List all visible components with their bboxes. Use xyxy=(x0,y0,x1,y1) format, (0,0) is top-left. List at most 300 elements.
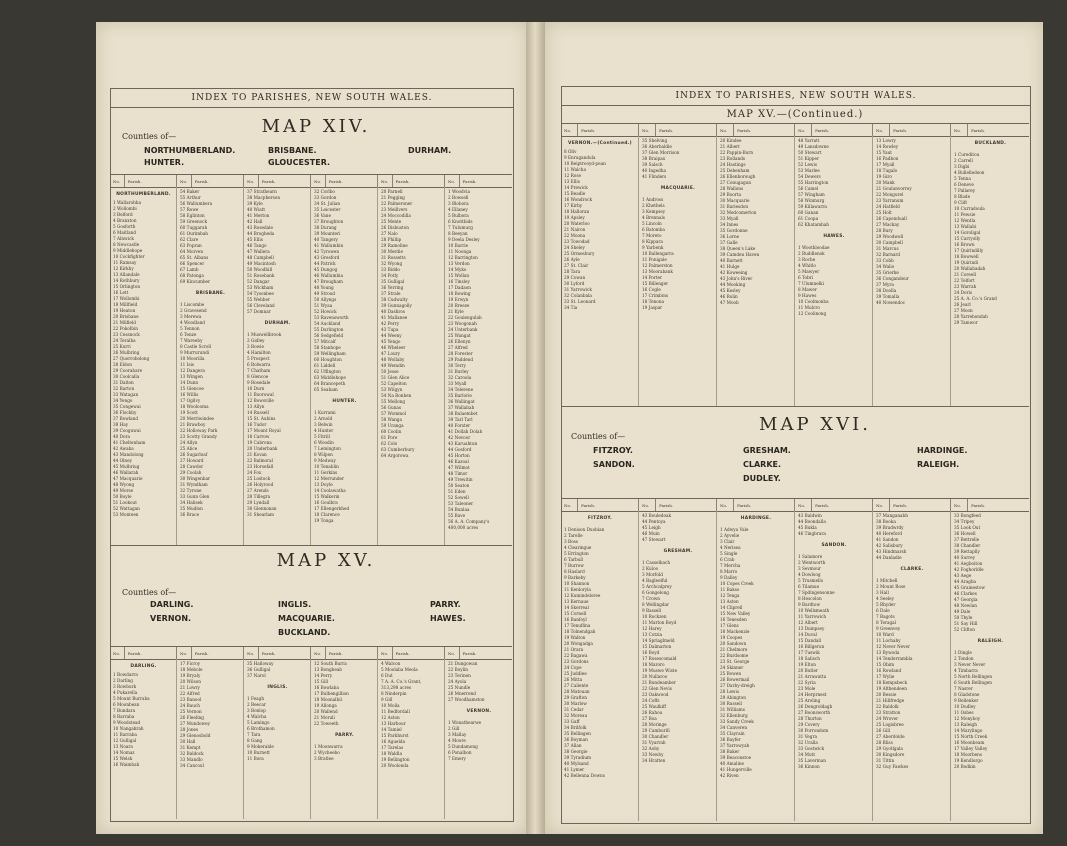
map-xv-column-headers xyxy=(110,646,512,660)
parish-entry: 19 Cabrona xyxy=(247,440,272,445)
column-header-parish: Parish. xyxy=(890,499,951,511)
parish-entry: 29 Gyotlgala xyxy=(876,746,903,751)
column-header-no: No. xyxy=(561,499,578,511)
parish-entry: 33 Myall xyxy=(720,216,739,221)
parish-entry: 18 Tolnendgah xyxy=(564,629,596,634)
parish-entry: 13 Noara xyxy=(113,744,133,749)
parish-entry: 31 Vegra xyxy=(798,734,817,739)
parish-entry: 15 Beadle xyxy=(564,191,586,196)
county-heading: DARLING. xyxy=(130,664,157,669)
parish-entry: 45 Kesley xyxy=(720,288,741,293)
parish-entry: 36 Congandeur xyxy=(876,276,909,281)
parish-entry: 21 Hillfredge xyxy=(876,698,905,703)
parish-entry: 17 Tenuflina xyxy=(564,623,591,628)
parish-entry: 4 Bagleelful xyxy=(642,578,668,583)
parish-entry: 1 Feagh xyxy=(247,696,265,701)
parish-entry: 1 Dingle xyxy=(954,650,972,655)
parish-entry: 27 Aberdolde xyxy=(876,734,905,739)
parish-entry: 36 Howell xyxy=(954,531,976,536)
parish-entry: 13 Doyle xyxy=(314,482,333,487)
parish-entry: 45 Dungog xyxy=(314,267,338,272)
parish-entry: 28 Forester xyxy=(448,351,473,356)
parish-entry: 44 Olney xyxy=(113,458,132,463)
index-column xyxy=(244,187,311,545)
parish-entry: 15 Orlington xyxy=(113,284,141,289)
parish-entry: 18 Kempsbeck xyxy=(876,680,907,685)
parish-entry: 27 Moon xyxy=(954,308,973,313)
parish-entry: 8 Blade xyxy=(954,194,971,199)
parish-entry: 12 Dangera xyxy=(180,368,205,373)
parish-entry: 28 Cawdor xyxy=(180,464,204,469)
parish-entry: 17 Ficroy xyxy=(180,661,201,666)
parish-entry: 49 Morse xyxy=(113,488,134,493)
map-xvi-index-table xyxy=(561,511,1029,821)
parish-entry: 12 Kumindeloree xyxy=(564,593,601,598)
parish-entry: 7 Emery xyxy=(448,756,466,761)
parish-entry: 15 Wollan xyxy=(448,273,470,278)
parish-entry: 24 Herprnest xyxy=(798,692,827,697)
parish-entry: 15 Walkerin xyxy=(314,494,340,499)
county-heading: DURHAM. xyxy=(264,321,291,326)
parish-entry: 37 Yarrowyah xyxy=(720,743,750,748)
parish-entry: 38 Cudwalty xyxy=(381,297,408,302)
parish-entry: 6 Crab xyxy=(720,557,735,562)
map-xv-continued-column-headers xyxy=(561,123,1029,137)
parish-entry: 43 Gresford xyxy=(314,255,340,260)
parish-entry: 9 Greenvey xyxy=(876,626,901,631)
parish-entry: 20 Wongadga xyxy=(564,641,593,646)
parish-entry: 11 Bakso xyxy=(720,587,740,592)
parish-entry: 22 Boylin xyxy=(448,667,468,672)
parish-entry: 34 Cancoul xyxy=(180,763,204,768)
parish-entry: 25 Waulkiff xyxy=(642,704,666,709)
parish-entry: 20 Butler xyxy=(798,668,818,673)
parish-entry: 58 Winmurg xyxy=(798,198,825,203)
parish-entry: 37 Glen Morrison xyxy=(642,150,680,155)
parish-entry: 22 Bagawa xyxy=(564,653,588,658)
parish-entry: 13 Harbour xyxy=(381,721,406,726)
parish-entry: 37 Bettrelle xyxy=(954,537,980,542)
column-header-no: No. xyxy=(445,647,460,659)
parish-entry: 24 Hatfield xyxy=(876,204,900,209)
parish-entry: 62 Colo xyxy=(381,441,398,446)
parish-entry: 3 Belford xyxy=(113,212,133,217)
parish-entry: 26 Sugarloaf xyxy=(180,452,208,457)
parish-entry: 6 Ponalbon xyxy=(448,750,472,755)
parish-entry: 47 Brougham xyxy=(314,279,343,284)
parish-entry: 12 Gulligal xyxy=(113,738,137,743)
parish-entry: 11 Kenloryla xyxy=(564,587,591,592)
county-heading: SANDON. xyxy=(821,543,847,548)
parish-entry: 313,298 acres xyxy=(381,685,412,690)
parish-entry: 37 Myra xyxy=(876,282,894,287)
parish-entry: 11 Bedfordall xyxy=(381,709,410,714)
parish-entry: 37 Galle xyxy=(720,240,738,245)
column-header-no: No. xyxy=(795,124,812,136)
parish-entry: 42 Foghorldle xyxy=(954,567,984,572)
parish-entry: 49 Trewitin xyxy=(448,477,473,482)
parish-entry: 32 Uralla xyxy=(798,740,818,745)
left-page xyxy=(96,22,528,834)
parish-entry: 27 Boonsworth xyxy=(798,710,831,715)
parish-entry: 60 Coolin xyxy=(381,429,402,434)
parish-entry: 9 Woodstead xyxy=(113,720,141,725)
parish-entry: 2 Gravesend xyxy=(180,308,207,313)
parish-entry: 32 Wyong xyxy=(381,261,403,266)
parish-entry: 13 Bywoda xyxy=(876,650,900,655)
parish-entry: 7 Ulumnelki xyxy=(798,281,824,286)
county-macquarie: MACQUARIE. xyxy=(278,614,335,623)
parish-entry: 28 Eldon xyxy=(113,362,132,367)
column-header-no: No. xyxy=(639,499,656,511)
parish-entry: 56 Cleveland xyxy=(247,303,275,308)
parish-entry: 13 Lowry xyxy=(876,138,896,143)
county-heading: MACQUARIE. xyxy=(660,186,696,191)
parish-entry: 12 South Burra xyxy=(314,661,347,666)
index-column xyxy=(795,136,873,406)
parish-entry: 50 Allyngs xyxy=(314,297,337,302)
parish-entry: 35 Look Out xyxy=(954,525,981,530)
parish-entry: 57 Mitcalf xyxy=(314,339,336,344)
parish-entry: 24 Cope xyxy=(564,665,582,670)
index-column xyxy=(795,511,873,821)
parish-entry: 14 Nomaz xyxy=(113,750,135,755)
county-gloucester: GLOUCESTER. xyxy=(268,158,331,167)
parish-entry: 31 Shearlam xyxy=(247,512,275,517)
parish-entry: 38 Chandler xyxy=(954,543,981,548)
map-xv-title: MAP XV. xyxy=(276,550,376,571)
parish-entry: 21 Nairon xyxy=(564,227,586,232)
parish-entry: 14 Cliprell xyxy=(720,605,743,610)
parish-entry: 24 Skinner xyxy=(720,665,744,670)
map-xiv-index-table xyxy=(110,187,512,545)
parish-entry: 18 Waldla xyxy=(381,751,402,756)
parish-entry: 35 Gordonne xyxy=(720,228,748,233)
parish-entry: 41 Dollah Dolah xyxy=(448,429,483,434)
parish-entry: 43 Hindmarsh xyxy=(876,549,907,554)
column-header-parish: Parish. xyxy=(326,175,378,187)
column-header-no: No. xyxy=(311,175,326,187)
parish-entry: 400,000 acres xyxy=(448,525,479,530)
parish-entry: 7 Pallarey xyxy=(954,188,976,193)
county-heading: HUNTER. xyxy=(332,399,357,404)
index-column xyxy=(378,659,445,819)
parish-entry: 3 Belwin xyxy=(314,422,333,427)
parish-entry: 8 Barraba xyxy=(113,714,135,719)
county-heading: HAWES. xyxy=(823,234,845,239)
parish-entry: 47 Stewart xyxy=(642,537,666,542)
parish-entry: 9 Medway xyxy=(314,458,336,463)
parish-entry: 15 Carryolly xyxy=(954,236,981,241)
parish-entry: 68 Patonga xyxy=(180,273,204,278)
parish-entry: 55 Arthur xyxy=(180,195,201,200)
parish-entry: 52 Capelton xyxy=(381,381,407,386)
parish-entry: 7 Burrow xyxy=(564,563,584,568)
parish-entry: 52 Howick xyxy=(314,309,337,314)
parish-entry: 17 Valley Valley xyxy=(954,746,988,751)
parish-entry: 5 Trusmells xyxy=(798,578,823,583)
spacer xyxy=(954,633,1027,636)
parish-entry: 7 Tulumurg xyxy=(448,225,473,230)
parish-entry: 1 Woothloodae xyxy=(798,245,830,250)
parish-entry: 11 Bora xyxy=(247,756,264,761)
parish-entry: 5 Mount Burraba xyxy=(113,696,150,701)
parish-entry: 46 Clarkes xyxy=(954,591,977,596)
parish-entry: 26 Dengroldagh xyxy=(798,704,833,709)
parish-entry: 29 Boorta xyxy=(720,192,741,197)
parish-entry: 27 Arends xyxy=(247,488,269,493)
parish-entry: 32 Tyrone xyxy=(180,488,202,493)
parish-entry: 54 Tysonbee xyxy=(247,291,274,296)
parish-entry: 17 Mount Royal xyxy=(247,428,281,433)
parish-entry: 8 Castle Scroll xyxy=(180,344,212,349)
parish-entry: 40 Tangery xyxy=(314,237,338,242)
column-header-no: No. xyxy=(561,124,578,136)
parish-entry: 43 John's River xyxy=(720,276,753,281)
parish-entry: 36 Boyman xyxy=(564,737,588,742)
parish-entry: 3 Bonlop xyxy=(247,708,266,713)
parish-entry: 39 Tyradium xyxy=(564,755,592,760)
parish-entry: 19 Giro xyxy=(876,174,892,179)
parish-entry: 23 Cessnock xyxy=(113,332,140,337)
parish-entry: 41 Merton xyxy=(247,213,270,218)
county-heading: VERNON. xyxy=(466,709,492,714)
parish-entry: 43 Rosedale xyxy=(247,225,273,230)
county-heading: BRISBANE. xyxy=(195,291,226,296)
county-heading: BUCKLAND. xyxy=(974,141,1007,146)
column-header-no: No. xyxy=(639,124,656,136)
parish-entry: 49 Macintosh xyxy=(247,261,276,266)
parish-entry: 4 Moore xyxy=(448,738,466,743)
parish-entry: 8 Gang xyxy=(247,738,263,743)
parish-entry: 11 Walcha xyxy=(564,167,586,172)
parish-entry: 36 Yerring xyxy=(381,285,404,290)
parish-entry: 22 Syria xyxy=(798,680,816,685)
parish-entry: 2 Carrell xyxy=(954,158,973,163)
column-header-no: No. xyxy=(795,499,812,511)
parish-entry: 15 St. Aubins xyxy=(247,416,276,421)
parish-entry: 10 Rockzen xyxy=(642,614,667,619)
parish-entry: 32 Moreau xyxy=(564,713,588,718)
parish-entry: 3 Sevmour xyxy=(798,566,821,571)
parish-entry: 18 Moonalbil xyxy=(314,697,342,702)
parish-entry: 28 Yarrebondah xyxy=(954,314,988,319)
parish-entry: 57 Wingham xyxy=(798,192,825,197)
parish-entry: 29 Lyndall xyxy=(247,500,270,505)
county-parry: PARRY. xyxy=(430,600,461,609)
parish-entry: 26 Mnerrend xyxy=(448,691,476,696)
parish-entry: 13 Allyn xyxy=(247,404,265,409)
parish-entry: 3 Boss xyxy=(564,539,578,544)
parish-entry: 18 Salisch xyxy=(798,656,820,661)
county-heading: GRESHAM. xyxy=(663,549,693,554)
map-xiv-title: MAP XIV. xyxy=(261,116,371,137)
parish-entry: 25 Nundle xyxy=(448,685,471,690)
parish-entry: 15 Welsh xyxy=(113,756,133,761)
parish-entry: 14 Myko xyxy=(448,267,467,272)
parish-entry: 47 Loury xyxy=(381,351,401,356)
parish-entry: 24 Unterbank xyxy=(448,327,478,332)
map-xv-index-table xyxy=(110,659,512,819)
parish-entry: 63 Popran xyxy=(180,243,202,248)
index-column xyxy=(561,511,639,821)
parish-entry: 38 Hay xyxy=(113,422,129,427)
parish-entry: 14 Prewick xyxy=(564,185,588,190)
parish-entry: 4 Timbarra xyxy=(954,668,978,673)
parish-entry: 62 Clare xyxy=(180,237,199,242)
parish-entry: 56 Wallumbera xyxy=(180,201,213,206)
parish-entry: 31 Bariesdon xyxy=(720,204,749,209)
parish-entry: 32 Baldock xyxy=(180,751,204,756)
parish-entry: 39 Kyle xyxy=(247,201,263,206)
parish-entry: 6 Dut xyxy=(381,673,393,678)
parish-entry: 51 Say Hill xyxy=(954,621,978,626)
parish-entry: 7 Crown xyxy=(642,596,661,601)
parish-entry: 16 Brown xyxy=(954,242,975,247)
parish-entry: 16 Lett xyxy=(113,290,129,295)
county-heading: VERNON.—(Continued.) xyxy=(568,141,632,146)
parish-entry: 42 Nevoor xyxy=(448,435,471,440)
parish-entry: 13 Raleigh xyxy=(954,722,977,727)
parish-entry: 5 Errington xyxy=(564,551,589,556)
parish-entry: 4 Clearingue xyxy=(564,545,592,550)
book-gutter xyxy=(526,22,547,834)
parish-entry: 7 Alnwick xyxy=(113,236,134,241)
index-column xyxy=(311,187,378,545)
parish-entry: 21 Kyle xyxy=(448,309,464,314)
parish-entry: 47 Moob xyxy=(720,300,739,305)
parish-entry: 39 Beaconstoe xyxy=(720,755,752,760)
parish-entry: 61 Ourimbah xyxy=(180,231,208,236)
parish-entry: 39 Camden Haven xyxy=(720,252,760,257)
parish-entry: 6 South Bellingen xyxy=(954,680,992,685)
parish-entry: 35 Laverman xyxy=(798,758,826,763)
parish-entry: 16 Billgerun xyxy=(798,644,825,649)
parish-entry: 2 Mount Rose xyxy=(876,584,906,589)
parish-entry: 10 Dudley xyxy=(954,704,976,709)
parish-entry: 27 Caliente xyxy=(564,683,589,688)
parish-entry: 37 Narol xyxy=(247,673,266,678)
parish-entry: 16 Tenesden xyxy=(720,617,747,622)
parish-entry: 22 Telfort xyxy=(954,278,975,283)
column-header-parish: Parish. xyxy=(462,178,477,184)
parish-entry: 27 Mundowey xyxy=(180,721,210,726)
parish-entry: 15 New Valley xyxy=(720,611,751,616)
parish-entry: 2 Gidley xyxy=(247,338,265,343)
parish-entry: 22 Palmeroner xyxy=(381,201,413,206)
parish-entry: 69 Kincumber xyxy=(180,279,210,284)
parish-entry: 51 Kipper xyxy=(798,156,819,161)
parish-entry: 11 Noonga xyxy=(448,249,472,254)
index-column xyxy=(873,136,951,406)
parish-entry: 5 Prospect xyxy=(247,356,270,361)
parish-entry: 13 Moorabank xyxy=(642,269,673,274)
parish-entry: 8 Beeyan xyxy=(448,231,468,236)
parish-entry: 9 Enrugandula xyxy=(564,155,596,160)
parish-entry: 20 Wilson xyxy=(180,679,201,684)
parish-entry: 30 Merdie xyxy=(381,249,403,254)
parish-entry: 59 Wellingham xyxy=(314,351,346,356)
parish-entry: 62 Khatambah xyxy=(798,222,830,227)
parish-entry: 30 Marlow xyxy=(564,701,587,706)
parish-entry: 43 Karuahtun xyxy=(448,441,478,446)
parish-entry: 35 Barlorie xyxy=(448,393,472,398)
parish-entry: 25 Wangat xyxy=(448,333,471,338)
column-header-parish: Parish. xyxy=(812,499,873,511)
parish-entry: 19 Walton xyxy=(564,635,586,640)
parish-entry: 37 Strale xyxy=(381,291,401,296)
index-column xyxy=(177,187,244,545)
parish-entry: 51 Rosebank xyxy=(247,273,275,278)
parish-entry: 19 Allonga xyxy=(314,703,337,708)
parish-entry: 4 Pukarella xyxy=(113,690,138,695)
parish-entry: 2 Khethels xyxy=(642,203,665,208)
parish-entry: 38 Georgie xyxy=(564,749,588,754)
parish-entry: 43 Mandolong xyxy=(113,452,144,457)
column-header-parish: Parish. xyxy=(259,647,311,659)
parish-entry: 39 Mounteri xyxy=(314,231,341,236)
parish-entry: 19 Muswe Wiste xyxy=(642,668,678,673)
parish-entry: 6 Gongelong xyxy=(642,590,669,595)
county-dudley: DUDLEY. xyxy=(743,474,781,483)
county-sandon: SANDON. xyxy=(593,460,635,469)
parish-entry: 52 Lewis xyxy=(798,162,817,167)
parish-entry: 26 Holyrood xyxy=(247,482,274,487)
column-header-no: No. xyxy=(378,647,393,659)
parish-entry: 10 Coolmonba xyxy=(798,299,829,304)
spacer xyxy=(314,727,375,730)
parish-entry: 23 Gordons xyxy=(564,659,589,664)
parish-entry: 17 Wylie xyxy=(876,674,895,679)
parish-entry: 23 Rollands xyxy=(720,156,746,161)
index-column xyxy=(873,511,951,821)
parish-entry: 23 St. George xyxy=(720,659,750,664)
parish-entry: 3 Rowburk xyxy=(113,684,137,689)
parish-entry: 1 Andross xyxy=(642,197,664,202)
parish-entry: 10 Moila xyxy=(381,703,400,708)
parish-entry: 14 Marylingo xyxy=(954,728,983,733)
parish-entry: 16 Goulbra xyxy=(314,500,338,505)
parish-entry: 2 Beecar xyxy=(247,702,266,707)
parish-entry: 18 Bowing xyxy=(448,291,471,296)
county-heading: CLARKE. xyxy=(900,567,924,572)
parish-entry: 26 Disbuston xyxy=(381,225,409,230)
parish-entry: 10 Burnett xyxy=(247,750,270,755)
parish-entry: 31 Wyndham xyxy=(180,482,208,487)
county-clarke: CLARKE. xyxy=(743,460,782,469)
parish-entry: 33 Mandlo xyxy=(180,757,203,762)
parish-entry: 21 Chelmore xyxy=(720,647,748,652)
parish-entry: 10 Tenablin xyxy=(314,464,339,469)
parish-entry: 1 Mitchell xyxy=(876,578,898,583)
parish-entry: 21 Albert xyxy=(720,144,740,149)
parish-entry: 50 Jesse xyxy=(381,369,399,374)
parish-entry: 11 Osbes xyxy=(954,710,974,715)
parish-entry: 59 Greenock xyxy=(180,219,208,224)
parish-entry: 3 Roche xyxy=(798,257,816,262)
parish-entry: 34 Brilfolk xyxy=(564,725,587,730)
parish-entry: 39 Gunnagolly xyxy=(381,303,412,308)
column-header-no: No. xyxy=(244,175,259,187)
column-header-no: No. xyxy=(717,499,734,511)
parish-entry: 31 Dalton xyxy=(113,380,134,385)
parish-entry: 58 Eglinton xyxy=(180,213,205,218)
parish-entry: 2 Bowsell xyxy=(448,195,469,200)
parish-entry: 17 Crimbins xyxy=(642,293,669,298)
index-column xyxy=(244,659,311,819)
parish-entry: 9 Middlehope xyxy=(113,248,143,253)
parish-entry: 6 Tenze xyxy=(180,332,197,337)
